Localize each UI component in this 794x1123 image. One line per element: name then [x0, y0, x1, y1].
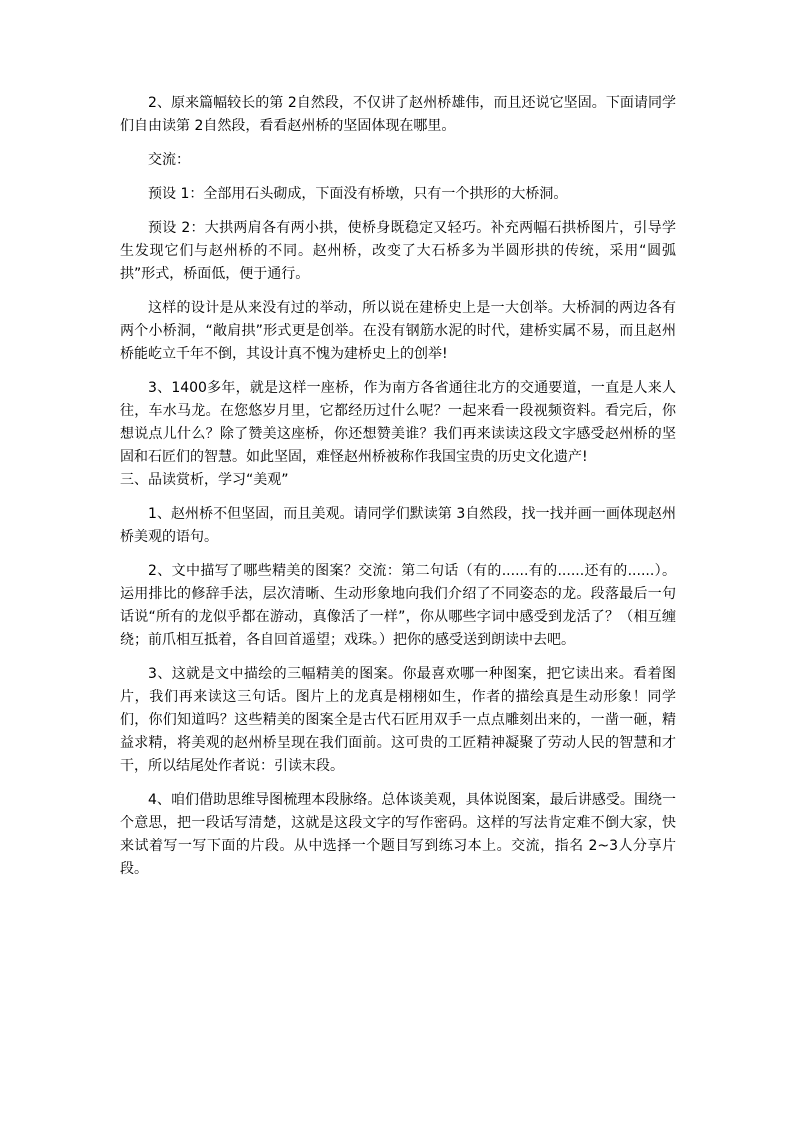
document-page [120, 92, 676, 881]
paragraph-design-innovation: 这样的设计是从来没有过的举动，所以说在建桥史上是一大创举。大桥洞的两边各有两个小桥洞，“敞肩拱”形式更是创举。在没有钢筋水泥的时代，建桥实属不易，而且赵州桥能屹立千年不倒，其设计真不愧为建桥史上的创举! [120, 300, 676, 362]
paragraph-dragon-patterns: 2、文中描写了哪些精美的图案？交流：第二句话（有的......有的......还有的......）。运用排比的修辞手法，层次清晰、生动形象地向我们介绍了不同姿态的龙。段落最后一句话说“所有的龙似乎都在游动，真像活了一样”，你从哪些字词中感受到龙活了？（相互缠绕；前爪相互抵着，各自回首遥望；戏珠。）把你的感受送到朗读中去吧。 [120, 563, 676, 648]
paragraph-beauty-reading: 1、赵州桥不但坚固，而且美观。请同学们默读第 3自然段，找一找并画一画体现赵州桥美观的语句。 [120, 506, 676, 545]
section-heading-beauty: 三、品读赏析，学习“美观” [120, 472, 289, 488]
paragraph-preset-1: 预设 1：全部用石头砌成，下面没有桥墩，只有一个拱形的大桥洞。 [148, 186, 568, 202]
paragraph-history-1400-years: 3、1400多年，就是这样一座桥，作为南方各省通往北方的交通要道，一直是人来人往，车水马龙。在您悠岁月里，它都经历过什么呢？一起来看一段视频资料。看完后，你想说点儿什么？除了赞美这座桥，你还想赞美谁？我们再来读读这段文字感受赵州桥的坚固和石匠们的智慧。如此坚固，难怪赵州桥被称作我国宝贵的历史文化遗产! [120, 380, 676, 465]
paragraph-craftsmanship: 3、这就是文中描绘的三幅精美的图案。你最喜欢哪一种图案，把它读出来。看着图片，我们再来读这三句话。图片上的龙真是栩栩如生，作者的描绘真是生动形象！同学们，你们知道吗？这些精美的图案全是古代石匠用双手一点点雕刻出来的，一凿一砸，精益求精，将美观的赵州桥呈现在我们面前。这可贵的工匠精神凝聚了劳动人民的智慧和才干，所以结尾处作者说：引读末段。 [120, 666, 676, 774]
paragraph-mind-map-writing: 4、咱们借助思维导图梳理本段脉络。总体谈美观，具体说图案，最后讲感受。围绕一个意思，把一段话写清楚，这就是这段文字的写作密码。这样的写法肯定难不倒大家，快来试着写一写下面的片段。从中选择一个题目写到练习本上。交流，指名 2~3人分享片段。 [120, 792, 676, 877]
paragraph-discussion-label: 交流： [148, 152, 190, 168]
paragraph-preset-2: 预设 2：大拱两肩各有两小拱，使桥身既稳定又轻巧。补充两幅石拱桥图片，引导学生发现它们与赵州桥的不同。赵州桥，改变了大石桥多为半圆形拱的传统，采用“圆弧拱”形式，桥面低，便于通行。 [120, 220, 676, 282]
paragraph-bridge-sturdiness: 2、原来篇幅较长的第 2自然段，不仅讲了赵州桥雄伟，而且还说它坚固。下面请同学们自由读第 2自然段，看看赵州桥的坚固体现在哪里。 [120, 95, 676, 134]
